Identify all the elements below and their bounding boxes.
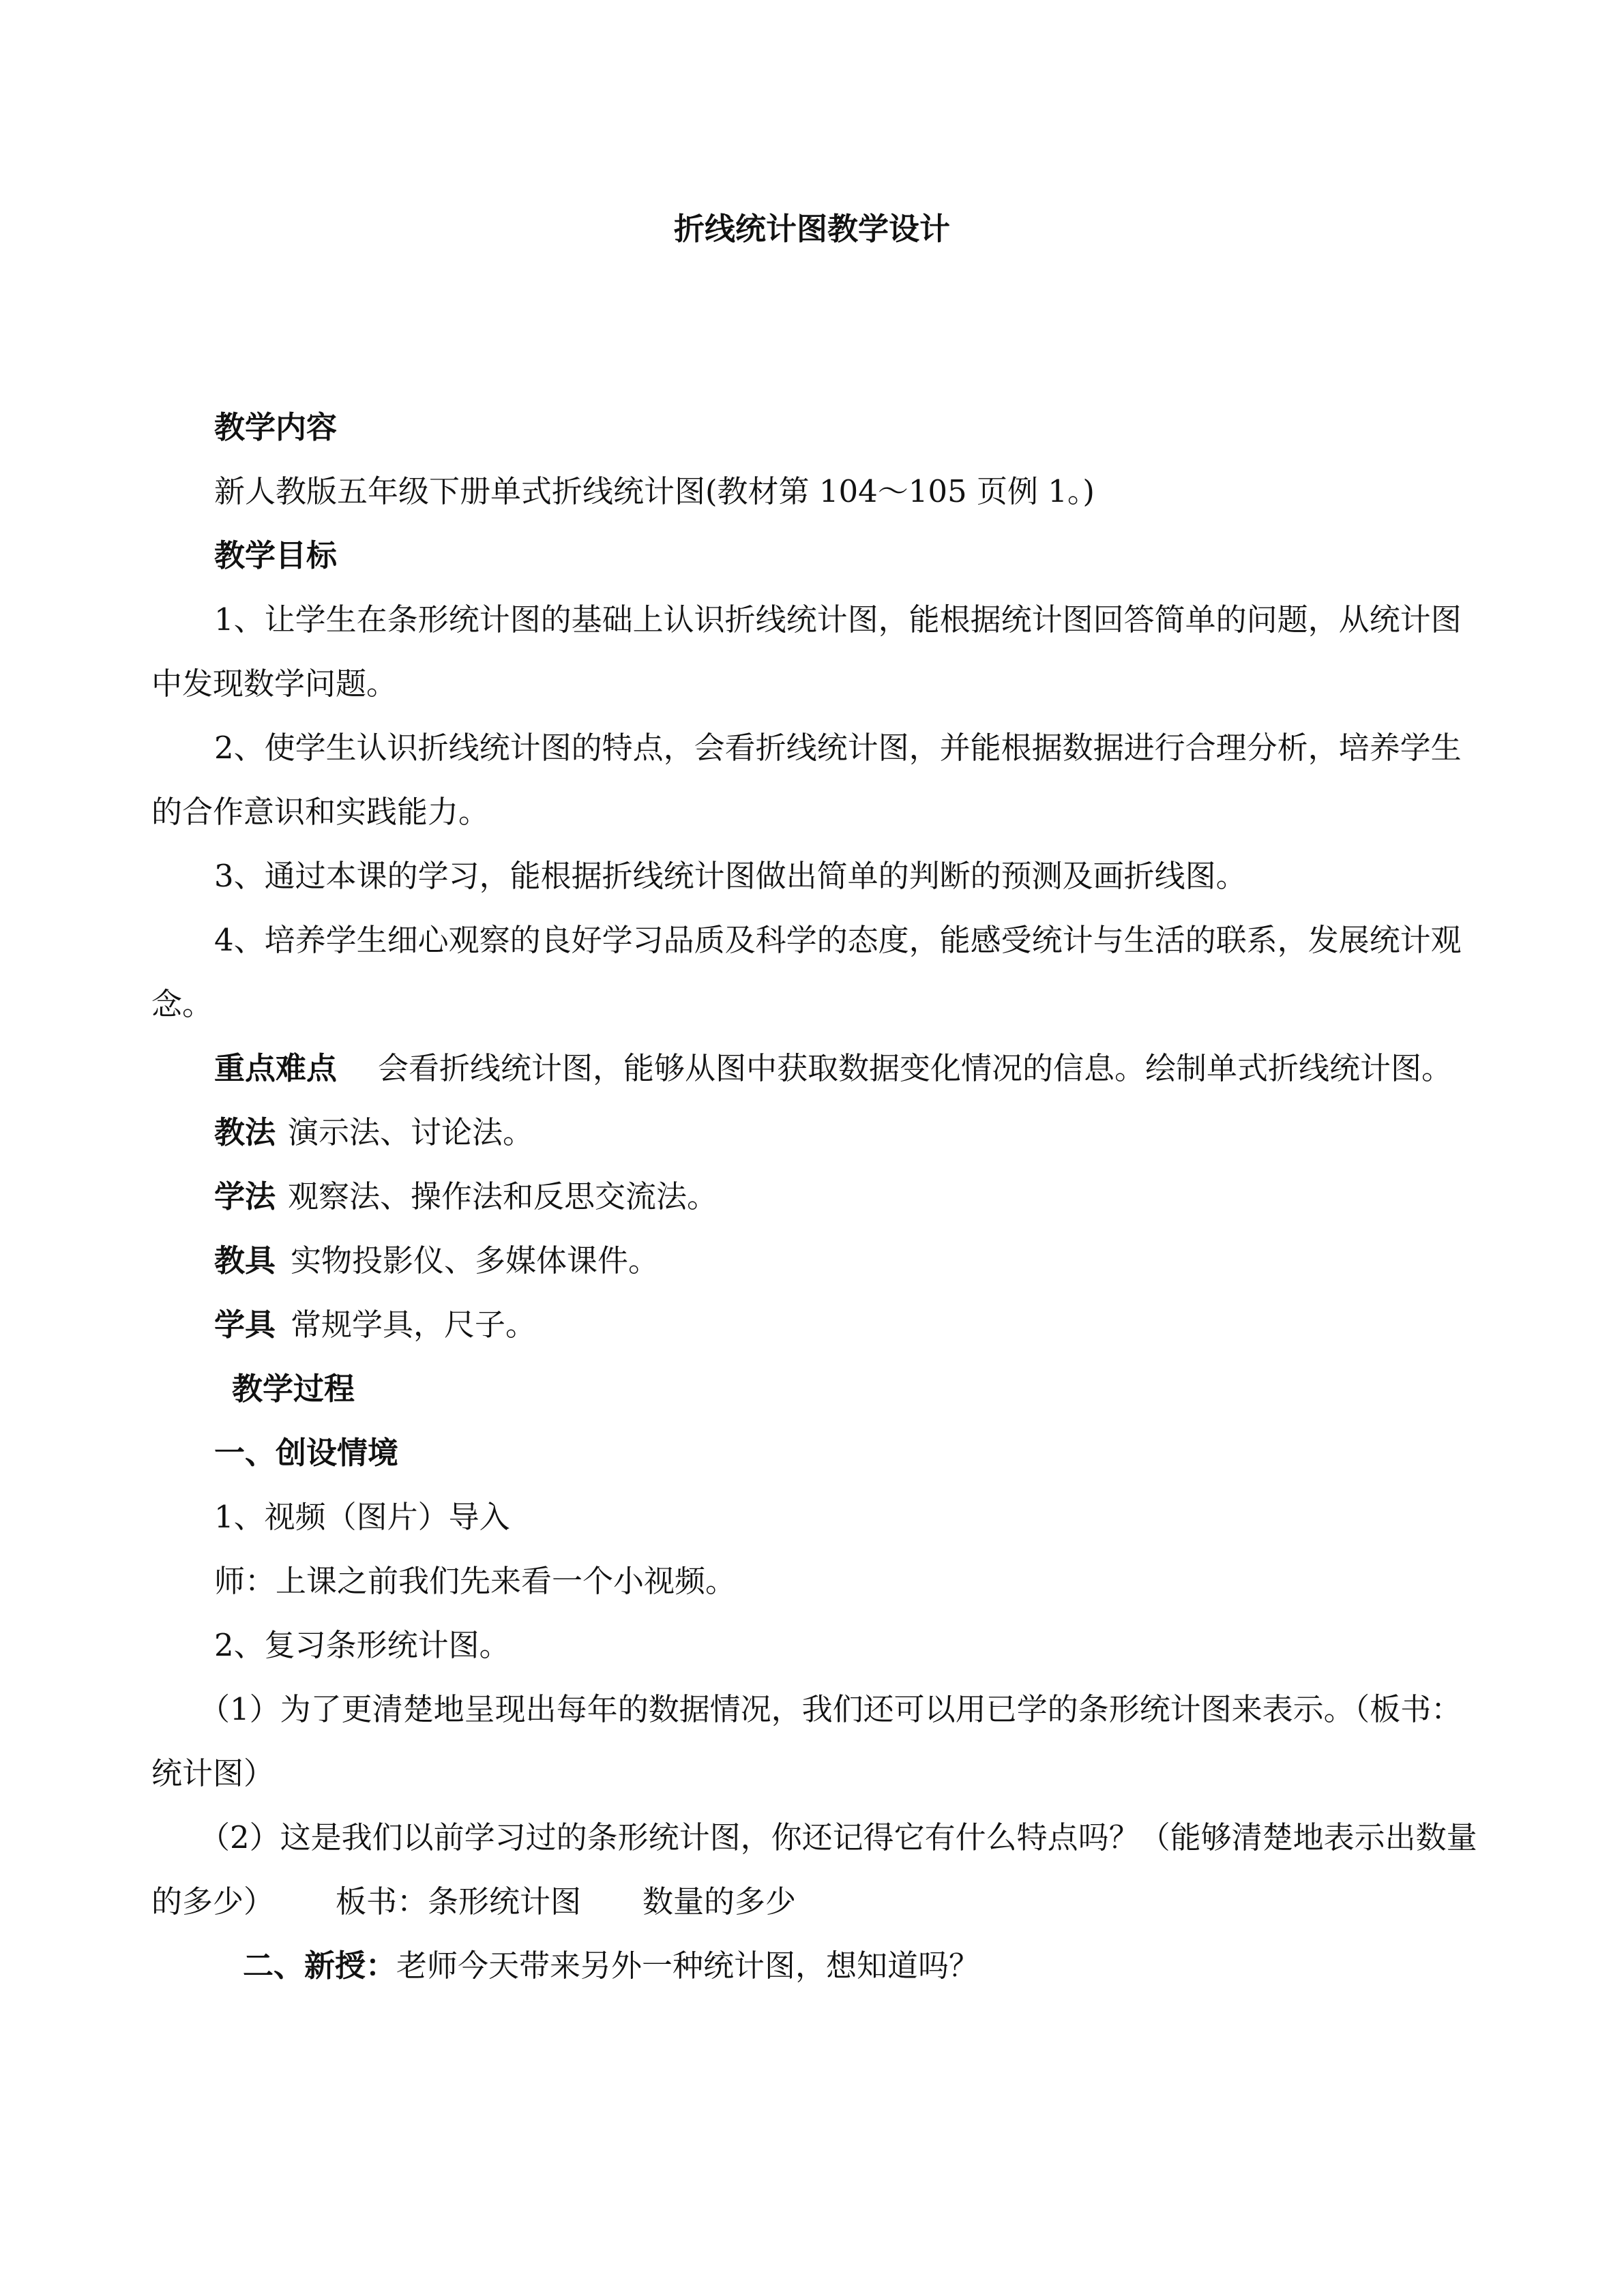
paragraph-content: 新人教版五年级下册单式折线统计图(教材第 104～105 页例 1。) bbox=[214, 473, 1095, 509]
heading-content: 教学内容 bbox=[214, 409, 338, 445]
paragraph-key-points bbox=[151, 1037, 1488, 1101]
teaching-method-text: 演示法、讨论法。 bbox=[288, 1114, 534, 1150]
heading-key-points: 重点难点 bbox=[214, 1050, 338, 1086]
paragraph-student-tools bbox=[151, 1293, 1488, 1357]
paragraph-part1-2: 师：上课之前我们先来看一个小视频。 bbox=[214, 1563, 737, 1599]
paragraph-part1-1: 1、视频（图片）导入 bbox=[214, 1499, 510, 1535]
part2-text: 老师今天带来另外一种统计图，想知道吗？ bbox=[396, 1948, 980, 1984]
board-bar-chart-text: 板书：条形统计图 bbox=[336, 1883, 582, 1920]
paragraph-part1-4: （1）为了更清楚地呈现出每年的数据情况，我们还可以用已学的条形统计图来表示。（板书：统计图） bbox=[151, 1691, 1462, 1791]
heading-student-tools: 学具 bbox=[214, 1307, 276, 1343]
paragraph-part-2 bbox=[151, 1934, 1488, 1998]
document-title: 折线统计图教学设计 bbox=[673, 211, 950, 247]
student-tools-text: 常规学具，尺子。 bbox=[291, 1307, 537, 1343]
paragraph-part1-5 bbox=[151, 1806, 1488, 1934]
teaching-tools-text: 实物投影仪、多媒体课件。 bbox=[291, 1242, 660, 1279]
paragraph-goal-1: 1、让学生在条形统计图的基础上认识折线统计图，能根据统计图回答简单的问题，从统计图中发现数学问题。 bbox=[151, 601, 1462, 702]
heading-teaching-method: 教法 bbox=[214, 1114, 276, 1150]
heading-learning-method: 学法 bbox=[214, 1178, 276, 1214]
paragraph-goal-4: 4、培养学生细心观察的良好学习品质及科学的态度，能感受统计与生活的联系，发展统计观念。 bbox=[151, 922, 1462, 1022]
heading-goals: 教学目标 bbox=[214, 537, 338, 573]
heading-part-1: 一、创设情境 bbox=[214, 1435, 399, 1471]
document-body bbox=[151, 396, 1488, 1998]
key-points-text: 会看折线统计图，能够从图中获取数据变化情况的信息。绘制单式折线统计图。 bbox=[378, 1050, 1453, 1086]
heading-part-2: 二、新授： bbox=[243, 1948, 397, 1984]
paragraph-learning-method bbox=[151, 1165, 1488, 1229]
paragraph-part1-5-text: （2）这是我们以前学习过的条形统计图，你还记得它有什么特点吗？（能够清楚地表示出数量的多少） bbox=[151, 1819, 1477, 1920]
paragraph-teaching-tools bbox=[151, 1229, 1488, 1293]
paragraph-goal-2: 2、使学生认识折线统计图的特点，会看折线统计图，并能根据数据进行合理分析，培养学生的合作意识和实践能力。 bbox=[151, 730, 1462, 830]
paragraph-teaching-method bbox=[151, 1101, 1488, 1165]
paragraph-part1-3: 2、复习条形统计图。 bbox=[214, 1627, 510, 1663]
board-quantity-text: 数量的多少 bbox=[643, 1883, 797, 1920]
learning-method-text: 观察法、操作法和反思交流法。 bbox=[288, 1178, 718, 1214]
heading-process: 教学过程 bbox=[232, 1371, 355, 1407]
paragraph-goal-3: 3、通过本课的学习，能根据折线统计图做出简单的判断的预测及画折线图。 bbox=[214, 858, 1247, 894]
heading-teaching-tools: 教具 bbox=[214, 1242, 276, 1279]
